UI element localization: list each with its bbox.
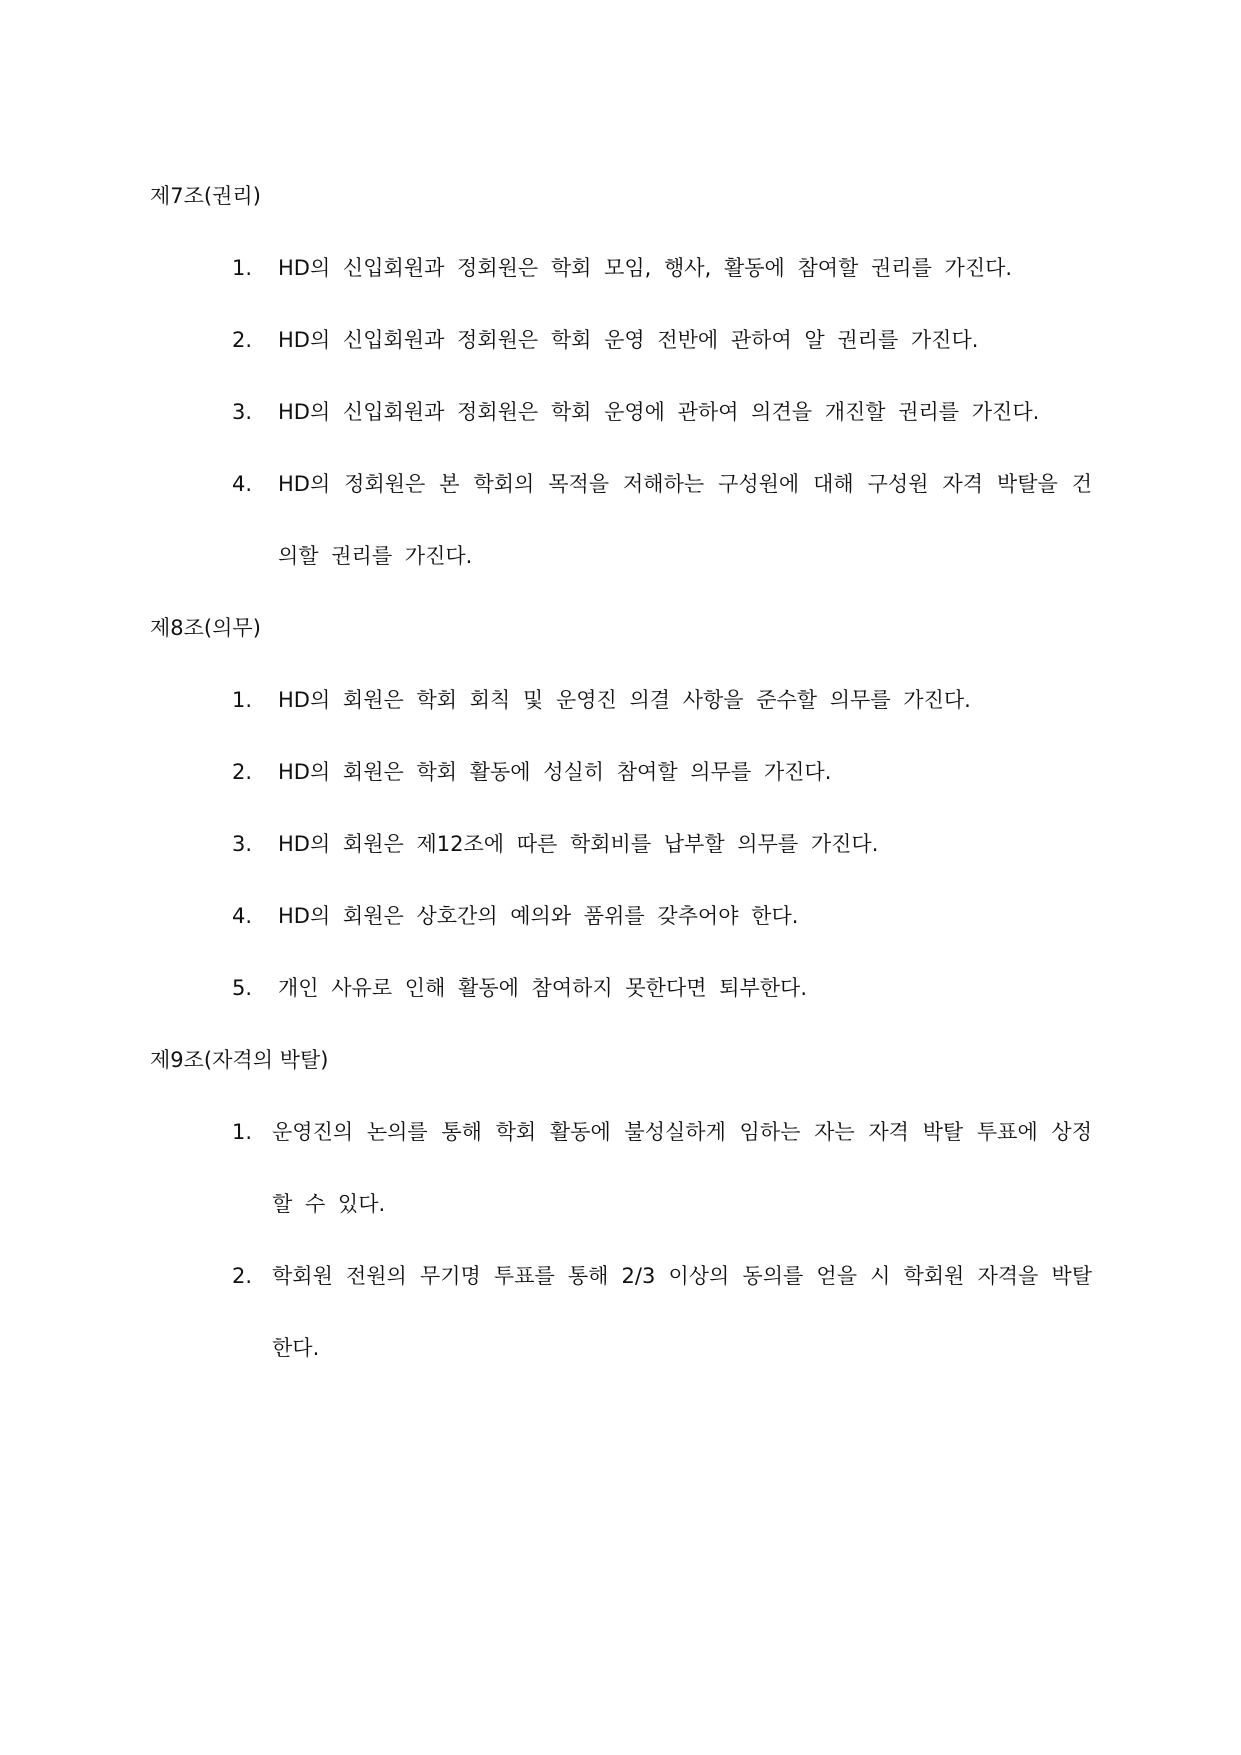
article-7-heading: 제7조(권리): [150, 184, 261, 208]
item-number: 1.: [232, 688, 253, 712]
item-number: 1.: [232, 256, 253, 280]
item-number: 3.: [232, 832, 253, 856]
item-number: 2.: [232, 1264, 253, 1288]
item-text: HD의 신입회원과 정회원은 학회 모임, 행사, 활동에 참여할 권리를 가진다.: [278, 256, 1013, 280]
article-8-item-1: [232, 685, 1092, 715]
article-7-item-1: [232, 253, 1092, 283]
item-text: HD의 신입회원과 정회원은 학회 운영 전반에 관하여 알 권리를 가진다.: [278, 328, 979, 352]
item-text: HD의 정회원은 본 학회의 목적을 저해하는 구성원에 대해 구성원 자격 박탈을 건의할 권리를 가진다.: [278, 472, 1092, 568]
item-text: 학회원 전원의 무기명 투표를 통해 2/3 이상의 동의를 얻을 시 학회원 자격을 박탈한다.: [272, 1264, 1092, 1360]
article-7-item-3: [232, 397, 1092, 427]
article-7-item-2: [232, 325, 1092, 355]
article-9-item-2: [232, 1261, 1092, 1384]
item-text: HD의 회원은 학회 회칙 및 운영진 의결 사항을 준수할 의무를 가진다.: [278, 688, 971, 712]
item-text: 개인 사유로 인해 활동에 참여하지 못한다면 퇴부한다.: [278, 976, 808, 1000]
item-number: 2.: [232, 328, 253, 352]
article-8-item-2: [232, 757, 1092, 787]
article-9-item-1: [232, 1117, 1092, 1240]
article-8-item-4: [232, 901, 1092, 931]
article-8-heading: 제8조(의무): [150, 616, 261, 640]
article-8-item-5: [232, 973, 1092, 1003]
item-number: 2.: [232, 760, 253, 784]
article-8-item-3: [232, 829, 1092, 859]
item-number: 3.: [232, 400, 253, 424]
article-7-item-4: [232, 469, 1092, 592]
item-number: 4.: [232, 472, 253, 496]
item-number: 1.: [232, 1120, 253, 1144]
item-text: HD의 신입회원과 정회원은 학회 운영에 관하여 의견을 개진할 권리를 가진다.: [278, 400, 1040, 424]
item-text: 운영진의 논의를 통해 학회 활동에 불성실하게 임하는 자는 자격 박탈 투표에 상정할 수 있다.: [272, 1120, 1092, 1216]
item-text: HD의 회원은 상호간의 예의와 품위를 갖추어야 한다.: [278, 904, 799, 928]
item-number: 4.: [232, 904, 253, 928]
article-9-heading: 제9조(자격의 박탈): [150, 1048, 329, 1072]
item-text: HD의 회원은 제12조에 따른 학회비를 납부할 의무를 가진다.: [278, 832, 879, 856]
item-number: 5.: [232, 976, 253, 1000]
item-text: HD의 회원은 학회 활동에 성실히 참여할 의무를 가진다.: [278, 760, 832, 784]
